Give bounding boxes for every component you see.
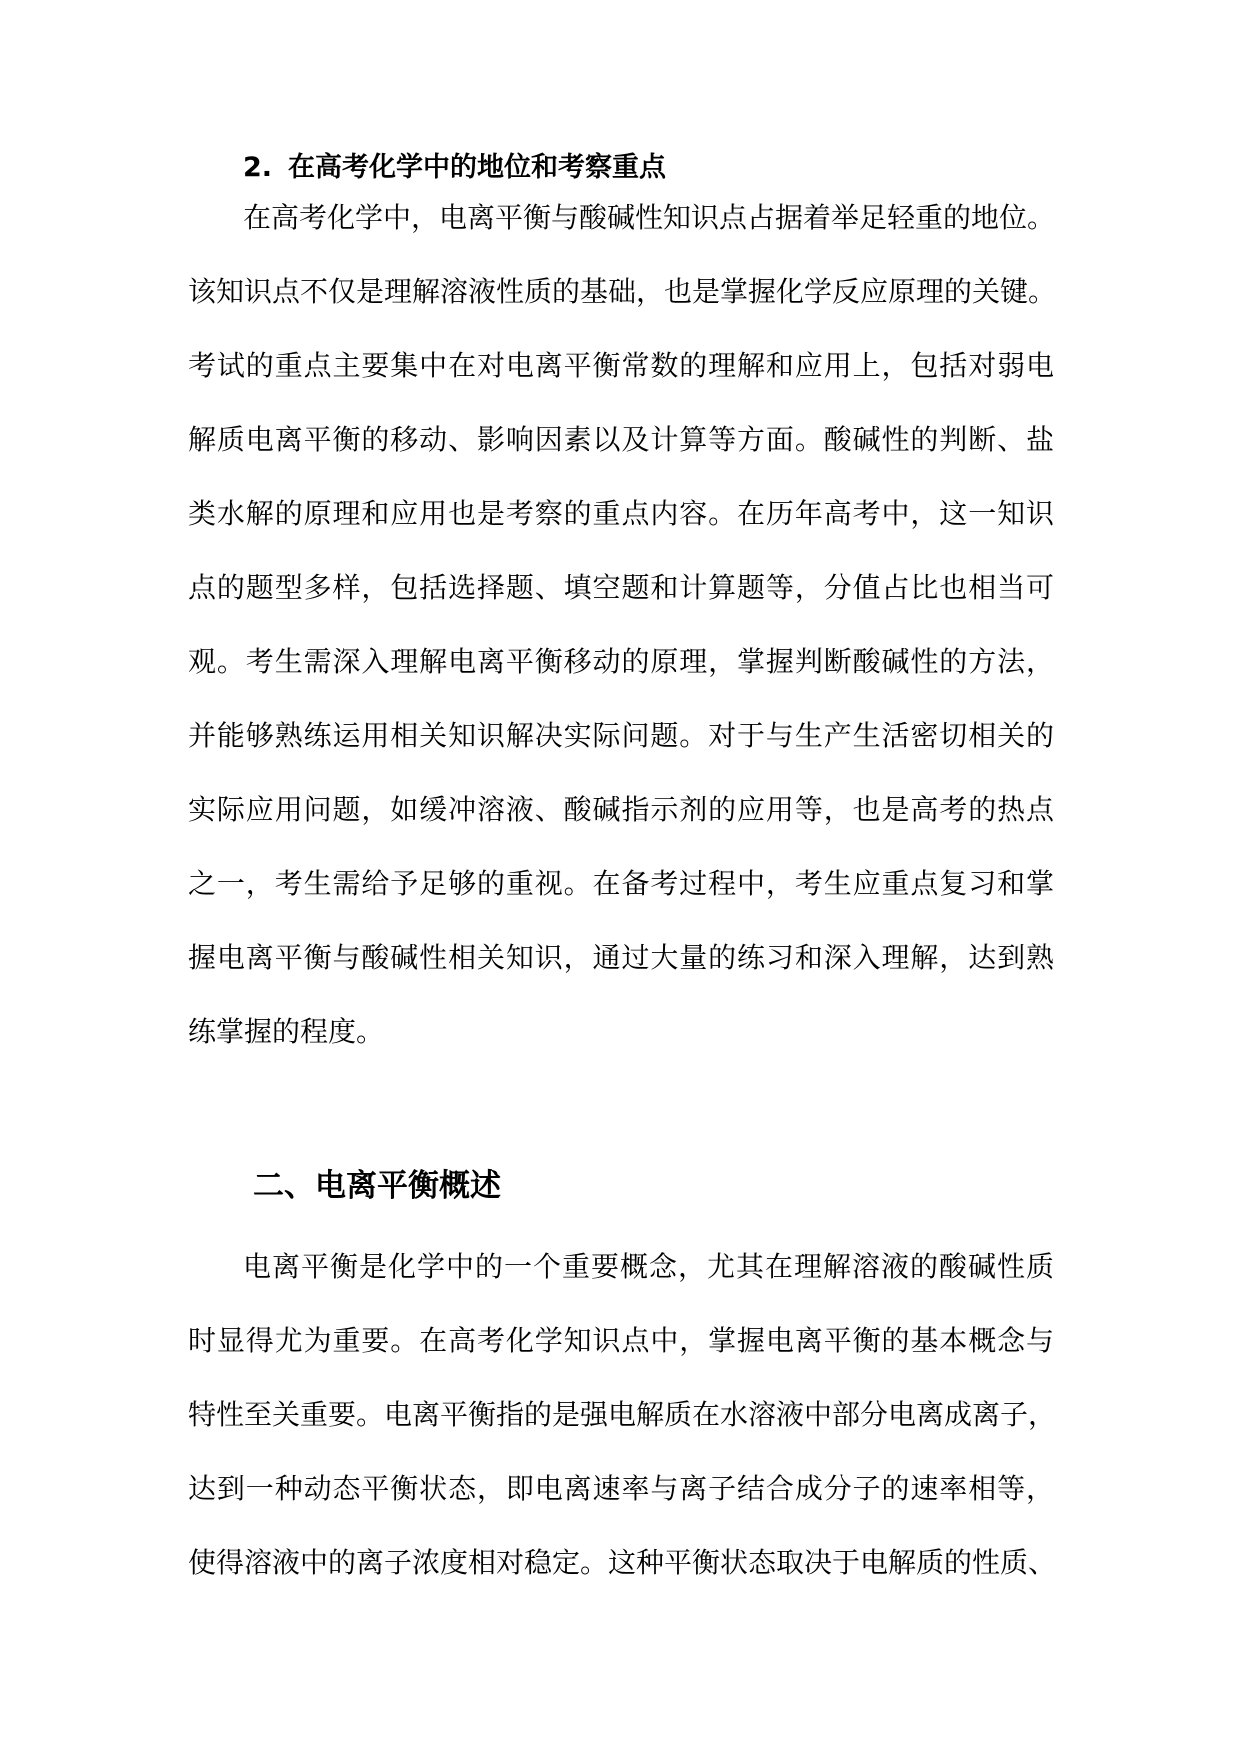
paragraph-line: 握电离平衡与酸碱性相关知识，通过大量的练习和深入理解，达到熟 <box>188 941 1054 974</box>
paragraph-line: 解质电离平衡的移动、影响因素以及计算等方面。酸碱性的判断、盐 <box>188 423 1054 456</box>
section-number: 2. <box>243 152 273 183</box>
paragraph-line: 点的题型多样，包括选择题、填空题和计算题等，分值占比也相当可 <box>188 571 1054 604</box>
paragraph-line: 之一，考生需给予足够的重视。在备考过程中，考生应重点复习和掌 <box>188 867 1054 900</box>
paragraph-line: 时显得尤为重要。在高考化学知识点中，掌握电离平衡的基本概念与 <box>188 1324 1054 1357</box>
paragraph-line: 使得溶液中的离子浓度相对稳定。这种平衡状态取决于电解质的性质、 <box>188 1546 1057 1579</box>
paragraph-line: 观。考生需深入理解电离平衡移动的原理，掌握判断酸碱性的方法， <box>188 645 1054 678</box>
paragraph-line: 达到一种动态平衡状态，即电离速率与离子结合成分子的速率相等， <box>188 1472 1054 1505</box>
paragraph-line: 在高考化学中，电离平衡与酸碱性知识点占据着举足轻重的地位。 <box>243 201 1056 234</box>
paragraph-line: 实际应用问题，如缓冲溶液、酸碱指示剂的应用等，也是高考的热点 <box>188 793 1054 826</box>
paragraph-line: 并能够熟练运用相关知识解决实际问题。对于与生产生活密切相关的 <box>188 719 1054 752</box>
paragraph-line: 练掌握的程度。 <box>188 1015 385 1048</box>
paragraph-line: 电离平衡是化学中的一个重要概念，尤其在理解溶液的酸碱性质 <box>243 1250 1054 1283</box>
paragraph-line: 特性至关重要。电离平衡指的是强电解质在水溶液中部分电离成离子， <box>188 1398 1057 1431</box>
paragraph-line: 该知识点不仅是理解溶液性质的基础，也是掌握化学反应原理的关键。 <box>188 275 1057 308</box>
chapter-heading: 二、电离平衡概述 <box>253 1168 501 1204</box>
section-heading <box>243 148 666 188</box>
paragraph-line: 考试的重点主要集中在对电离平衡常数的理解和应用上，包括对弱电 <box>188 349 1054 382</box>
paragraph-line: 类水解的原理和应用也是考察的重点内容。在历年高考中，这一知识 <box>188 497 1054 530</box>
section-title: 在高考化学中的地位和考察重点 <box>288 152 666 183</box>
